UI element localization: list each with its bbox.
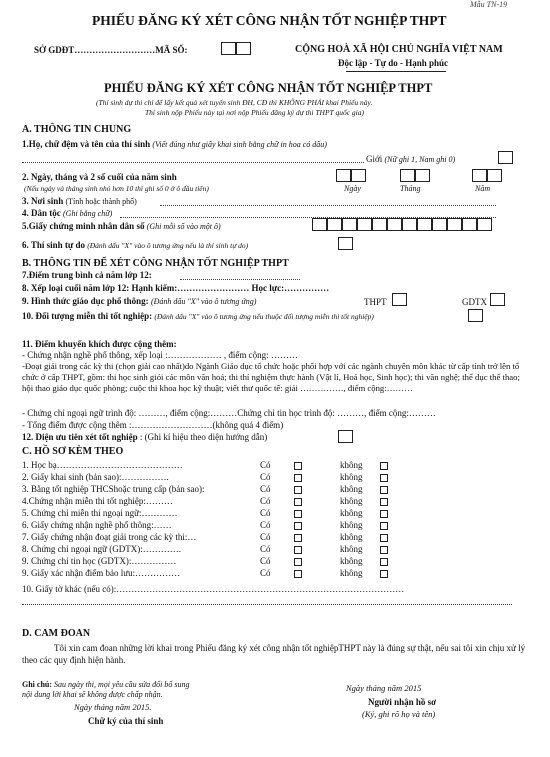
khong-label: không: [340, 460, 363, 470]
note-line-2: Thí sinh nộp Phiếu này tại nơi nộp Phiếu đăng ký dự thi THPT quốc gia): [145, 108, 364, 117]
id-digit-box[interactable]: [402, 218, 417, 231]
thpt-box[interactable]: [392, 293, 407, 306]
year-box-1[interactable]: [472, 169, 487, 182]
attachment-label: 5. Chứng chỉ miễn thi ngoại ngữ:…………: [22, 508, 178, 518]
co-checkbox[interactable]: [294, 558, 302, 566]
section-d-heading: D. CAM ĐOAN: [22, 628, 91, 639]
q3-row: [22, 196, 137, 207]
motto: Độc lập - Tự do - Hạnh phúc: [338, 58, 449, 68]
date-right: Ngày tháng năm 2015: [346, 683, 422, 693]
khong-checkbox[interactable]: [380, 522, 388, 530]
q11-b: -Đoạt giải trong các kỳ thi (chọn giải cao nhất)do Ngành Giáo dục tổ chức hoặc phối hợp với các ngành chuyên môn khác từ cấp tỉnh trở lên tổ chức ở cấp THPT, gồm: thi học sinh giỏi các môn văn hoá; thi thí nghiệm thực hành (Vật lí, Hoá học, Sinh học); thi văn nghệ; thể dục thể thao; hội thao giáo dục quốc phòng; cuộc thi khoa học kỹ thuật; viết thư quốc tế: giải ……………, điểm cộng:………: [22, 361, 520, 393]
id-digit-box[interactable]: [357, 218, 372, 231]
id-digit-box[interactable]: [327, 218, 342, 231]
attachment-row: [22, 568, 522, 580]
co-label: Có: [260, 460, 271, 470]
khong-label: không: [340, 508, 363, 518]
attachment-row: [22, 544, 522, 556]
id-digit-box[interactable]: [417, 218, 432, 231]
other-docs: 10. Giấy tờ khác (nếu có):……………………………………………………………………………………: [22, 584, 405, 594]
co-label: Có: [260, 568, 271, 578]
attachment-row: [22, 460, 522, 472]
month-box-1[interactable]: [400, 169, 415, 182]
co-checkbox[interactable]: [294, 570, 302, 578]
co-checkbox[interactable]: [294, 486, 302, 494]
khong-checkbox[interactable]: [380, 462, 388, 470]
khong-checkbox[interactable]: [380, 486, 388, 494]
other-docs-line[interactable]: [22, 604, 512, 605]
co-checkbox[interactable]: [294, 510, 302, 518]
gender-note: (Nữ ghi 1, Nam ghi 0): [384, 155, 456, 164]
day-box-1[interactable]: [336, 169, 351, 182]
co-checkbox[interactable]: [294, 474, 302, 482]
q11-d: - Tổng điểm được cộng thêm :………………………(không quá 4 điểm): [22, 420, 284, 430]
republic-title: CỘNG HOÀ XÃ HỘI CHỦ NGHĨA VIỆT NAM: [295, 44, 503, 55]
khong-checkbox[interactable]: [380, 474, 388, 482]
co-label: Có: [260, 520, 271, 530]
attachment-row: [22, 556, 522, 568]
note-block: [22, 680, 192, 700]
khong-checkbox[interactable]: [380, 498, 388, 506]
attachment-label: 9. Chứng chỉ tin học (GDTX):……………: [22, 556, 177, 566]
attachment-label: 6. Giấy chứng nhận nghề phổ thông:……: [22, 520, 172, 530]
receiver-label: Người nhận hồ sơ: [368, 697, 437, 707]
thang-label: Tháng: [400, 184, 421, 193]
attachment-row: [22, 508, 522, 520]
attachment-label: 2. Giấy khai sinh (bản sao):…………….: [22, 472, 169, 482]
q6-note: (Đánh dấu "X" vào ô tương ứng nếu là thí sinh tự do): [87, 241, 249, 250]
attachment-label: 3. Bằng tốt nghiệp THCShoặc trung cấp (bản sao):: [22, 484, 205, 494]
section-a-heading: A. THÔNG TIN CHUNG: [22, 124, 132, 135]
q2-label: 2. Ngày, tháng và 2 số cuối của năm sinh: [22, 172, 177, 182]
attachment-label: 1. Học bạ……………………………………: [22, 460, 183, 470]
co-label: Có: [260, 496, 271, 506]
id-digit-box[interactable]: [462, 218, 477, 231]
q11-label: 11. Điểm khuyến khích được cộng thêm:: [22, 339, 177, 349]
name-line[interactable]: [22, 162, 364, 163]
commitment-text: Tôi xin cam đoan những lời khai trong Phiếu đăng ký xét công nhận tốt nghiệpTHPT này là đúng sự thật, nếu sai tôi xin chịu xử lý theo các quy định hiện hành.: [22, 643, 526, 665]
q10-label: 10. Đối tượng miễn thi tốt nghiệp:: [22, 311, 153, 321]
section-b-heading: B. THÔNG TIN ĐỂ XÉT CÔNG NHẬN TỐT NGHIỆP THPT: [22, 258, 289, 269]
q4-note: (Ghi bằng chữ): [63, 209, 113, 218]
ngay-label: Ngày: [344, 184, 361, 193]
khong-checkbox[interactable]: [380, 510, 388, 518]
q1-note: (Viết đúng như giấy khai sinh bằng chữ in hoa có dấu): [152, 140, 327, 149]
ma-so-box-2[interactable]: [236, 42, 251, 55]
id-digit-box[interactable]: [342, 218, 357, 231]
date-left: Ngày tháng năm 2015.: [74, 702, 152, 712]
khong-checkbox[interactable]: [380, 570, 388, 578]
id-digit-box[interactable]: [447, 218, 462, 231]
section-c-heading: C. HỒ SƠ KÈM THEO: [22, 446, 124, 457]
candidate-signature-label: Chữ ký của thí sinh: [88, 716, 164, 726]
attachment-label: 9. Giấy xác nhận điểm bảo lưu:……………: [22, 568, 181, 578]
q8-label: 8. Xếp loại cuối năm lớp 12: Hạnh kiểm:…………………… Học lực:……………: [22, 283, 330, 293]
q11-c: - Chứng chỉ ngoại ngữ trình độ: ………, điểm cộng:………Chứng chỉ tin học trình độ: ………, điểm cộng:………: [22, 408, 436, 418]
exempt-box[interactable]: [468, 309, 483, 322]
day-box-2[interactable]: [351, 169, 366, 182]
co-checkbox[interactable]: [294, 534, 302, 542]
attachment-label: 4.Chứng nhận miễn thi tốt nghiệp:………: [22, 496, 173, 506]
gdtx-label: GDTX: [462, 297, 487, 307]
khong-checkbox[interactable]: [380, 534, 388, 542]
receiver-note: (Ký, ghi rõ họ và tên): [362, 709, 436, 719]
note-text: Sau ngày thi, mọi yêu cầu sửa đổi bổ sung nội dung lời khai sẽ không được chấp nhận.: [22, 680, 190, 699]
attachment-label: 7. Giấy chứng nhận đoạt giải trong các kỳ thi:…: [22, 532, 197, 542]
id-digit-box[interactable]: [477, 218, 492, 231]
form-code: Mẫu TN-19: [470, 0, 508, 9]
attachment-row: [22, 532, 522, 544]
gdtx-box[interactable]: [490, 293, 505, 306]
co-checkbox[interactable]: [294, 522, 302, 530]
gpa-line[interactable]: [180, 279, 300, 280]
gender-box[interactable]: [498, 151, 513, 164]
q9-row: [22, 296, 256, 307]
co-label: Có: [260, 532, 271, 542]
q9-label: 9. Hình thức giáo dục phổ thông:: [22, 296, 149, 306]
q6-row: [22, 240, 248, 251]
q5-label: 5.Giấy chứng minh nhân dân số: [22, 221, 145, 231]
q9-note: (Đánh dấu "X" vào ô tương ứng): [150, 297, 257, 306]
gender-label: Giới: [366, 154, 383, 164]
khong-label: không: [340, 496, 363, 506]
co-checkbox[interactable]: [294, 498, 302, 506]
q11-a: - Chứng nhận nghề phổ thông, xếp loại :……………… , điểm cộng: ………: [22, 350, 298, 360]
id-digit-box[interactable]: [372, 218, 387, 231]
month-box-2[interactable]: [415, 169, 430, 182]
year-box-2[interactable]: [487, 169, 502, 182]
q1-row: [22, 139, 327, 150]
q3-label: 3. Nơi sinh: [22, 196, 64, 206]
co-checkbox[interactable]: [294, 546, 302, 554]
id-digit-box[interactable]: [432, 218, 447, 231]
khong-checkbox[interactable]: [380, 558, 388, 566]
q1-label: 1.Họ, chữ đệm và tên của thí sinh: [22, 139, 151, 149]
khong-checkbox[interactable]: [380, 546, 388, 554]
co-label: Có: [260, 508, 271, 518]
khong-label: không: [340, 484, 363, 494]
q7-label: 7.Điểm trung bình cả năm lớp 12:: [22, 270, 152, 280]
so-gddt-label: SỞ GDĐT………………………MÃ SỐ:: [34, 45, 188, 55]
q12-row: [22, 432, 267, 443]
co-label: Có: [260, 556, 271, 566]
khong-label: không: [340, 472, 363, 482]
attachment-row: [22, 484, 522, 496]
thpt-label: THPT: [364, 297, 387, 307]
nam-label: Năm: [475, 184, 491, 193]
khong-label: không: [340, 556, 363, 566]
q6-label: 6. Thí sinh tự do: [22, 240, 86, 250]
q12-note: : (Ghi kí hiệu theo diện hướng dẫn): [139, 432, 268, 442]
co-label: Có: [260, 544, 271, 554]
q2-note: (Nếu ngày và tháng sinh nhỏ hơn 10 thì ghi số 0 ở ô đầu tiên): [24, 184, 209, 193]
ma-so-box-1[interactable]: [221, 42, 236, 55]
khong-label: không: [340, 568, 363, 578]
q5-row: [22, 221, 221, 232]
gender-row: [366, 154, 455, 165]
free-candidate-box[interactable]: [338, 237, 353, 250]
co-checkbox[interactable]: [294, 462, 302, 470]
id-digit-box[interactable]: [312, 218, 327, 231]
motto-underline: [346, 71, 446, 72]
note-line-1: (Thí sinh dự thi chỉ để lấy kết quả xét tuyển sinh ĐH, CĐ thì KHÔNG PHẢI khai Phiếu này.: [96, 98, 373, 107]
q4-row: [22, 208, 112, 219]
q10-row: [22, 311, 374, 322]
khong-label: không: [340, 544, 363, 554]
id-digit-box[interactable]: [387, 218, 402, 231]
attachment-label: 8. Chứng chỉ ngoại ngữ (GDTX):………….: [22, 544, 181, 554]
q12-label: 12. Diện ưu tiên xét tốt nghiệp: [22, 432, 138, 442]
co-label: Có: [260, 472, 271, 482]
attachment-row: [22, 496, 522, 508]
top-title: PHIẾU ĐĂNG KÝ XÉT CÔNG NHẬN TỐT NGHIỆP THPT: [92, 13, 447, 28]
q10-note: (Đánh dấu "X" vào ô tương ứng nếu thuộc đối tượng miễn thi tốt nghiệp): [154, 312, 374, 321]
main-title: PHIẾU ĐĂNG KÝ XÉT CÔNG NHẬN TỐT NGHIỆP THPT: [104, 81, 433, 95]
khong-label: không: [340, 520, 363, 530]
priority-box[interactable]: [338, 430, 353, 443]
attachment-row: [22, 520, 522, 532]
attachment-row: [22, 472, 522, 484]
q4-label: 4. Dân tộc: [22, 208, 61, 218]
khong-label: không: [340, 532, 363, 542]
birthplace-line[interactable]: [160, 205, 496, 206]
co-label: Có: [260, 484, 271, 494]
q5-note: (Ghi mỗi số vào một ô): [146, 222, 221, 231]
q3-note: (Tỉnh hoặc thành phố): [65, 197, 137, 206]
note-label: Ghi chú:: [22, 680, 53, 689]
